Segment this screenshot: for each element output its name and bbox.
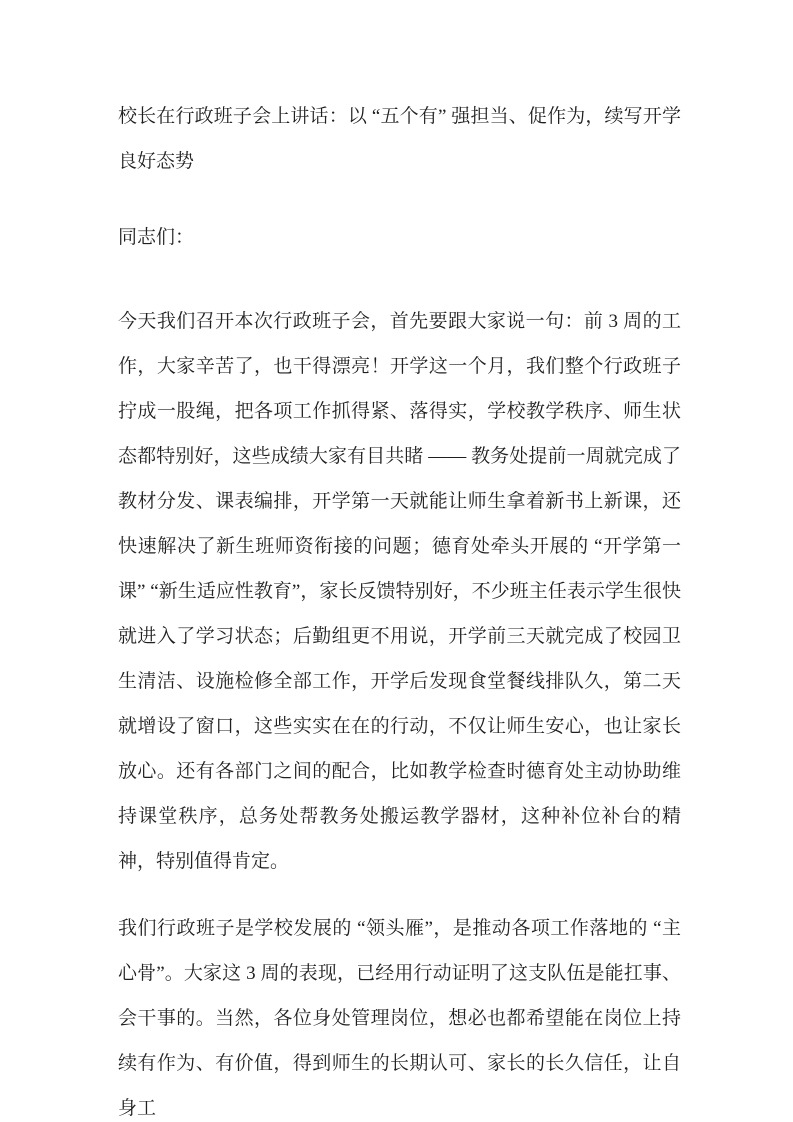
- paragraph-opening-review: 今天我们召开本次行政班子会，首先要跟大家说一句：前 3 周的工作，大家辛苦了，也干得漂亮！开学这一个月，我们整个行政班子拧成一股绳，把各项工作抓得紧、落得实，学校教学秩序、师生状态都特别好，这些成绩大家有目共睹 —— 教务处提前一周就完成了教材分发、课表编排，开学第一天就能让师生拿着新书上新课，还快速解决了新生班师资衔接的问题；德育处牵头开展的 “开学第一课” “新生适应性教育”，家长反馈特别好，不少班主任表示学生很快就进入了学习状态；后勤组更不用说，开学前三天就完成了校园卫生清洁、设施检修全部工作，开学后发现食堂餐线排队久，第二天就增设了窗口，这些实实在在的行动，不仅让师生安心，也让家长放心。还有各部门之间的配合，比如教学检查时德育处主动协助维持课堂秩序，总务处帮教务处搬运教学器材，这种补位补台的精神，特别值得肯定。: [118, 311, 681, 872]
- greeting-line: 同志们：: [118, 227, 195, 248]
- document-title: 校长在行政班子会上讲话：以 “五个有” 强担当、促作为，续写开学良好态势: [118, 106, 681, 172]
- paragraph-leadership-role: 我们行政班子是学校发展的 “领头雁”，是推动各项工作落地的 “主心骨”。大家这 3 周的表现，已经用行动证明了这支队伍是能扛事、会干事的。当然，各位身处管理岗位，想必也都希望能在岗位上持续有作为、有价值，得到师生的长期认可、家长的长久信任，让自身工: [118, 918, 681, 1119]
